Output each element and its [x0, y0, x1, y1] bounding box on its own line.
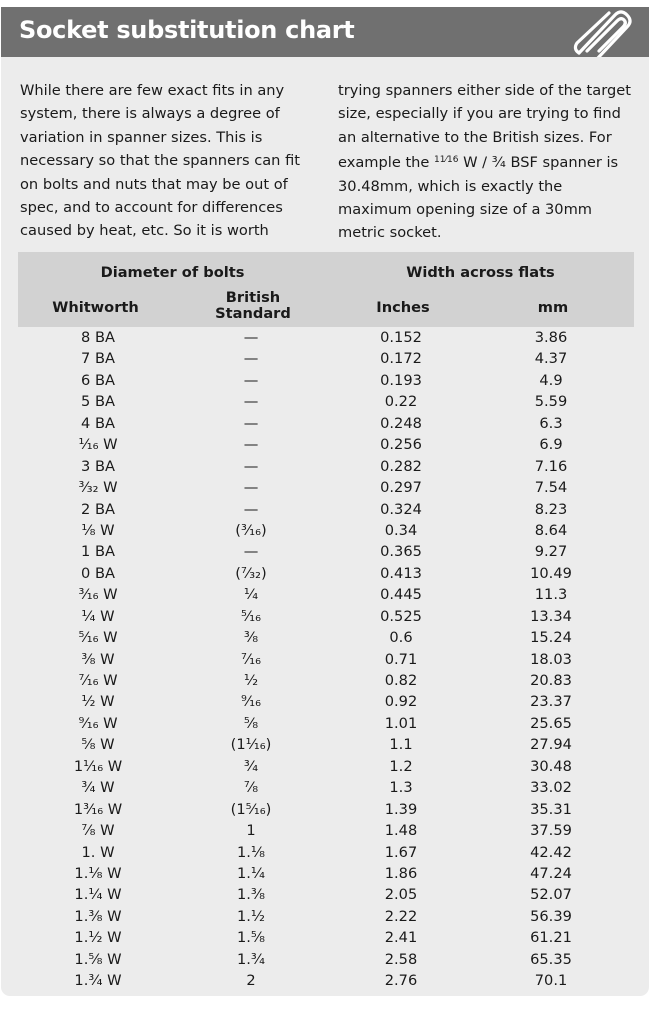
cell-inches: 0.445 — [380, 586, 422, 604]
cell-whitworth: ¹⁄₄ W — [81, 607, 115, 625]
group-header-diameter: Diameter of bolts — [100, 264, 245, 281]
cell-british-standard: ⁵⁄₁₆ — [241, 607, 261, 625]
cell-inches: 1.48 — [384, 822, 418, 840]
table-row — [18, 799, 634, 820]
cell-british-standard: — — [243, 436, 259, 454]
table-row — [18, 842, 634, 863]
cell-mm: 27.94 — [530, 736, 572, 754]
cell-whitworth: 1. W — [81, 843, 115, 861]
cell-mm: 10.49 — [530, 564, 572, 582]
cell-mm: 70.1 — [534, 972, 568, 990]
table-header — [18, 252, 634, 327]
page-title: Socket substitution chart — [19, 16, 355, 44]
cell-mm: 20.83 — [530, 672, 572, 689]
table-row — [18, 884, 634, 905]
table-row — [18, 499, 634, 520]
intro-right-column — [338, 79, 636, 245]
table-row — [18, 820, 634, 841]
cell-inches: 1.01 — [384, 714, 418, 732]
cell-british-standard: 1 — [246, 822, 256, 840]
intro-left-text: While there are few exact fits in any system, there is always a degree of variation in spanner sizes. This is necessary so that the spanners can fit on bolts and nuts that may be out of spec, and to account for differences caused by heat, etc. So it is worth — [20, 82, 300, 240]
table-row — [18, 327, 634, 348]
cell-british-standard: 1.¹⁄₂ — [236, 907, 266, 925]
cell-inches: 0.365 — [380, 543, 422, 561]
table-row — [18, 541, 634, 562]
cell-british-standard: ⁵⁄₈ — [243, 714, 259, 732]
cell-british-standard: — — [243, 457, 259, 475]
column-header-mm: mm — [537, 299, 569, 316]
cell-whitworth: ³⁄₄ W — [81, 779, 115, 797]
table-row — [18, 713, 634, 734]
table-row — [18, 927, 634, 948]
cell-british-standard: (1¹⁄₁₆) — [230, 736, 272, 754]
table-row — [18, 563, 634, 584]
cell-inches: 0.34 — [384, 521, 418, 539]
cell-mm: 6.9 — [539, 436, 563, 454]
cell-inches: 0.248 — [380, 414, 422, 432]
cell-british-standard: — — [243, 350, 259, 368]
cell-whitworth: 2 BA — [81, 500, 115, 518]
cell-mm: 52.07 — [530, 886, 572, 904]
cell-british-standard: ¹⁄₂ — [243, 672, 259, 689]
cell-british-standard: ¹⁄₄ — [243, 586, 259, 604]
cell-whitworth: ⁷⁄₈ W — [81, 822, 115, 840]
chart-panel — [1, 7, 649, 996]
cell-inches: 1.39 — [384, 800, 418, 818]
cell-whitworth: ⁷⁄₁₆ W — [78, 672, 118, 689]
cell-whitworth: 1.⁵⁄₈ W — [74, 950, 122, 968]
cell-inches: 0.71 — [384, 650, 418, 668]
cell-whitworth: ³⁄₈ W — [81, 650, 115, 668]
cell-inches: 2.41 — [384, 929, 418, 947]
table-row — [18, 691, 634, 712]
cell-mm: 56.39 — [530, 907, 572, 925]
cell-british-standard: — — [243, 414, 259, 432]
table-row — [18, 606, 634, 627]
cell-mm: 4.9 — [539, 371, 563, 389]
column-header-whitworth: Whitworth — [52, 299, 139, 316]
cell-mm: 42.42 — [530, 843, 572, 861]
cell-mm: 15.24 — [530, 629, 572, 647]
cell-british-standard: 1.³⁄₈ — [236, 886, 266, 904]
table-row — [18, 370, 634, 391]
cell-mm: 3.86 — [534, 329, 568, 346]
cell-whitworth: 1¹⁄₁₆ W — [73, 757, 123, 775]
intro-right-text — [338, 79, 636, 245]
cell-mm: 4.37 — [534, 350, 568, 368]
intro-right-fraction: 11⁄16 — [434, 155, 459, 166]
cell-mm: 8.64 — [534, 521, 568, 539]
table-row — [18, 627, 634, 648]
cell-inches: 0.282 — [380, 457, 422, 475]
cell-whitworth: 6 BA — [81, 371, 115, 389]
cell-mm: 33.02 — [530, 779, 572, 797]
cell-mm: 18.03 — [530, 650, 572, 668]
paperclip-icon — [569, 9, 635, 57]
cell-inches: 0.6 — [389, 629, 413, 647]
cell-inches: 0.525 — [380, 607, 422, 625]
table-row — [18, 649, 634, 670]
cell-inches: 1.1 — [389, 736, 413, 754]
cell-inches: 0.152 — [380, 329, 422, 346]
cell-inches: 0.297 — [380, 479, 422, 497]
cell-whitworth: ⁵⁄₁₆ W — [78, 629, 118, 647]
table-row — [18, 906, 634, 927]
cell-inches: 0.172 — [380, 350, 422, 368]
cell-mm: 7.16 — [534, 457, 568, 475]
table-row — [18, 756, 634, 777]
cell-mm: 9.27 — [534, 543, 568, 561]
cell-inches: 1.3 — [389, 779, 413, 797]
table-row — [18, 863, 634, 884]
cell-inches: 1.86 — [384, 864, 418, 882]
cell-inches: 1.67 — [384, 843, 418, 861]
cell-whitworth: ³⁄₃₂ W — [78, 479, 118, 497]
cell-mm: 25.65 — [530, 714, 572, 732]
cell-whitworth: 1.¹⁄₂ W — [74, 929, 122, 947]
cell-whitworth: ⁵⁄₈ W — [81, 736, 115, 754]
cell-inches: 0.193 — [380, 371, 422, 389]
cell-inches: 2.76 — [384, 972, 418, 990]
cell-mm: 6.3 — [539, 414, 563, 432]
table-row — [18, 777, 634, 798]
cell-inches: 0.82 — [384, 672, 418, 689]
cell-mm: 61.21 — [530, 929, 572, 947]
table-row — [18, 477, 634, 498]
cell-mm: 13.34 — [530, 607, 572, 625]
cell-mm: 35.31 — [530, 800, 572, 818]
cell-british-standard: — — [243, 393, 259, 411]
table-row — [18, 413, 634, 434]
cell-mm: 8.23 — [534, 500, 568, 518]
cell-british-standard: (³⁄₁₆) — [235, 521, 267, 539]
cell-british-standard: 1.¹⁄₈ — [236, 843, 266, 861]
table-row — [18, 520, 634, 541]
cell-british-standard: ³⁄₄ — [243, 757, 259, 775]
cell-mm: 23.37 — [530, 693, 572, 711]
table-body — [18, 327, 634, 992]
cell-whitworth: ¹⁄₂ W — [81, 693, 115, 711]
cell-mm: 47.24 — [530, 864, 572, 882]
cell-inches: 2.22 — [384, 907, 418, 925]
cell-whitworth: ¹⁄₁₆ W — [78, 436, 118, 454]
intro-right-before: trying spanners either side of the target size, especially if you are trying to find an alternative to the British sizes. For example the — [338, 82, 631, 172]
cell-inches: 0.413 — [380, 564, 422, 582]
cell-british-standard: (⁷⁄₃₂) — [235, 564, 267, 582]
cell-whitworth: ⁹⁄₁₆ W — [78, 714, 118, 732]
cell-whitworth: 1.¹⁄₄ W — [74, 886, 122, 904]
cell-british-standard: — — [243, 479, 259, 497]
cell-mm: 30.48 — [530, 757, 572, 775]
cell-inches: 1.2 — [389, 757, 413, 775]
cell-inches: 0.92 — [384, 693, 418, 711]
cell-whitworth: ¹⁄₈ W — [81, 521, 115, 539]
table-row — [18, 348, 634, 369]
cell-mm: 65.35 — [530, 950, 572, 968]
cell-inches: 0.256 — [380, 436, 422, 454]
intro-right-after: W / ³⁄₄ BSF spanner is 30.48mm, which is exactly the maximum opening size of a 30mm metric socket. — [338, 154, 619, 242]
table-row — [18, 434, 634, 455]
cell-inches: 2.05 — [384, 886, 418, 904]
column-header-inches: Inches — [376, 299, 430, 316]
cell-british-standard: ⁹⁄₁₆ — [241, 693, 261, 711]
cell-whitworth: 1.¹⁄₈ W — [74, 864, 122, 882]
cell-whitworth: 1.³⁄₄ W — [74, 972, 122, 990]
cell-whitworth: 1³⁄₁₆ W — [73, 800, 123, 818]
cell-whitworth: 8 BA — [81, 329, 115, 346]
cell-mm: 5.59 — [534, 393, 568, 411]
table-row — [18, 734, 634, 755]
group-header-width: Width across flats — [406, 264, 555, 281]
table-row — [18, 391, 634, 412]
cell-british-standard: (1⁵⁄₁₆) — [230, 800, 272, 818]
cell-british-standard: — — [243, 371, 259, 389]
intro-left-column — [20, 79, 312, 243]
column-header-british-standard: British Standard — [215, 289, 291, 322]
cell-inches: 0.324 — [380, 500, 422, 518]
cell-whitworth: 1.³⁄₈ W — [74, 907, 122, 925]
cell-british-standard: — — [243, 500, 259, 518]
cell-mm: 37.59 — [530, 822, 572, 840]
table-row — [18, 456, 634, 477]
cell-mm: 7.54 — [534, 479, 568, 497]
cell-whitworth: ³⁄₁₆ W — [78, 586, 118, 604]
cell-whitworth: 5 BA — [81, 393, 115, 411]
title-bar — [1, 7, 649, 57]
table-row — [18, 949, 634, 970]
cell-british-standard: — — [243, 329, 259, 346]
cell-british-standard: 2 — [246, 972, 256, 990]
cell-british-standard: ⁷⁄₁₆ — [241, 650, 261, 668]
table-row — [18, 584, 634, 605]
cell-inches: 2.58 — [384, 950, 418, 968]
cell-british-standard: — — [243, 543, 259, 561]
cell-whitworth: 0 BA — [81, 564, 115, 582]
cell-british-standard: 1.³⁄₄ — [236, 950, 266, 968]
cell-whitworth: 1 BA — [81, 543, 115, 561]
table-row — [18, 670, 634, 691]
cell-whitworth: 7 BA — [81, 350, 115, 368]
cell-british-standard: ³⁄₈ — [243, 629, 259, 647]
cell-british-standard: ⁷⁄₈ — [243, 779, 259, 797]
cell-mm: 11.3 — [534, 586, 568, 604]
cell-inches: 0.22 — [384, 393, 418, 411]
table-row — [18, 970, 634, 991]
cell-british-standard: 1.⁵⁄₈ — [236, 929, 266, 947]
cell-whitworth: 3 BA — [81, 457, 115, 475]
cell-british-standard: 1.¹⁄₄ — [236, 864, 266, 882]
cell-whitworth: 4 BA — [81, 414, 115, 432]
